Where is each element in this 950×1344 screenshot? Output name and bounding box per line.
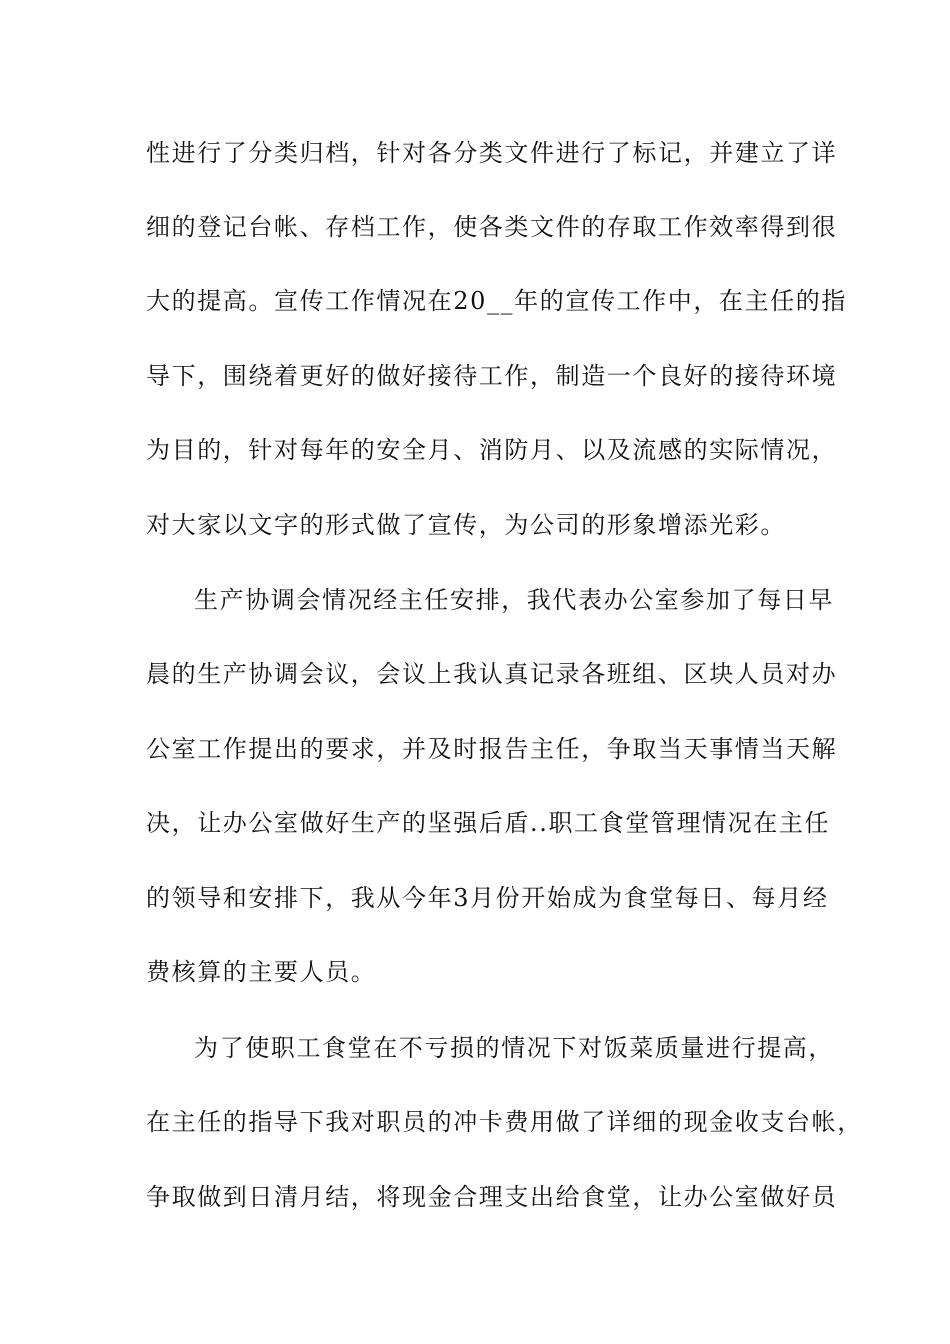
text-line: 争取做到日清月结，将现金合理支出给食堂，让办公室做好员 <box>146 1183 838 1211</box>
text-line: 费核算的主要人员。 <box>146 958 377 986</box>
text-line: 的领导和安排下，我从今年3月份开始成为食堂每日、每月经 <box>146 884 829 912</box>
text-line: 决，让办公室做好生产的坚强后盾..职工食堂管理情况在主任 <box>146 809 831 837</box>
text-line: 为目的，针对每年的安全月、消防月、以及流感的实际情况， <box>146 436 838 464</box>
text-line: 公室工作提出的要求，并及时报告主任，争取当天事情当天解 <box>146 735 838 763</box>
text-line: 性进行了分类归档，针对各分类文件进行了标记，并建立了详 <box>146 139 838 167</box>
text-line: 在主任的指导下我对职员的冲卡费用做了详细的现金收支台帐， <box>146 1108 863 1136</box>
text-line: 导下，围绕着更好的做好接待工作，制造一个良好的接待环境 <box>146 362 838 390</box>
text-line: 晨的生产协调会议，会议上我认真记录各班组、区块人员对办 <box>146 660 838 688</box>
text-line: 细的登记台帐、存档工作，使各类文件的存取工作效率得到很 <box>146 213 838 241</box>
text-line: 大的提高。宣传工作情况在20__年的宣传工作中，在主任的指 <box>146 287 847 315</box>
paragraph-first-line: 生产协调会情况经主任安排，我代表办公室参加了每日早 <box>194 586 834 614</box>
text-line: 对大家以文字的形式做了宣传，为公司的形象增添光彩。 <box>146 511 786 539</box>
paragraph-first-line: 为了使职工食堂在不亏损的情况下对饭菜质量进行提高， <box>194 1034 834 1062</box>
